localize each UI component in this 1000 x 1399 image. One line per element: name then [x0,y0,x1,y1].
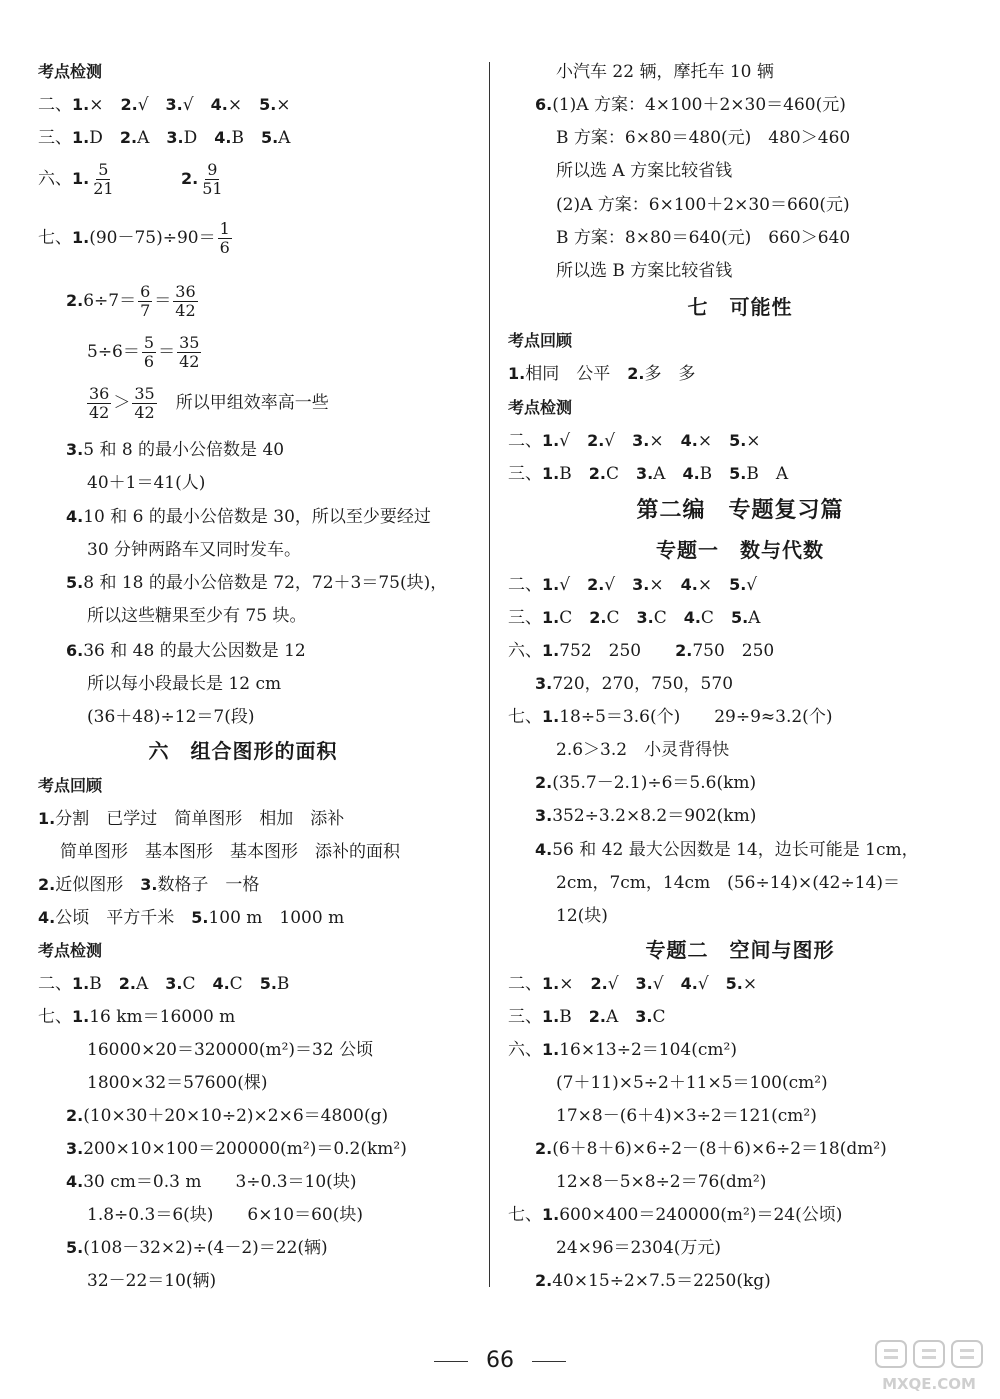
svg-text:MXQE.COM: MXQE.COM [882,1375,976,1393]
answer-row: 4.56 和 42 最大公因数是 14，边长可能是 1cm， [535,840,919,860]
answer-row: 三、1.B 2.C 3.A 4.B 5.B A [508,464,789,484]
fraction: $\frac{5}{6}$ [143,333,155,371]
section-title: 专题一 数与代数 [656,538,824,562]
fraction: $\frac{36}{42}$ [89,384,110,422]
answer-row: 六、1.16×13÷2＝104(cm²) [508,1040,737,1060]
section-title: 专题二 空间与图形 [645,938,835,962]
answer-row: 七、1.18÷5＝3.6(个) 29÷9≈3.2(个) [508,707,833,727]
fraction: $\frac{36}{42}$ [175,282,196,320]
answer-row: 1.分割 已学过 简单图形 相加 添补 [38,809,345,829]
answer-row: 二、1.B 2.A 3.C 4.C 5.B [38,974,290,994]
watermark-logo [870,1337,988,1395]
answer-row: 2.6÷7＝ $\frac{6}{7}$ ＝ $\frac{36}{42}$ [66,282,196,320]
answer-row: 七、1.16 km＝16000 m [38,1007,236,1027]
answer-row: 2.(35.7－2.1)÷6＝5.6(km) [535,773,757,793]
answer-row: B 方案：6×80＝480(元) 480＞460 [556,128,851,148]
answer-row: 2.40×15÷2×7.5＝2250(kg) [535,1271,771,1291]
answer-row: 二、1.× 2.√ 3.√ 4.√ 5.× [508,974,758,994]
section-title: 六 组合图形的面积 [148,739,338,763]
answer-row: 12×8－5×8÷2＝76(dm²) [556,1172,767,1192]
section-heading-check: 考点检测 [508,398,573,417]
answer-row: B 方案：8×80＝640(元) 660＞640 [556,228,851,248]
answer-row: 2.(10×30＋20×10÷2)×2×6＝4800(g) [66,1106,389,1126]
dash-decoration [532,1361,566,1362]
answer-row: 1800×32＝57600(棵) [87,1073,268,1093]
answer-row: 4.30 cm＝0.3 m 3÷0.3＝10(块) [66,1172,357,1192]
answer-row: 三、1.D 2.A 3.D 4.B 5.A [38,128,291,148]
dash-decoration [434,1361,468,1362]
answer-row: 简单图形 基本图形 基本图形 添补的面积 [60,842,400,862]
answer-row: (2)A 方案：6×100＋2×30＝660(元) [556,195,850,215]
section-heading-review: 考点回顾 [508,331,573,350]
answer-row: 5.(108－32×2)÷(4－2)＝22(辆) [66,1238,328,1258]
fraction: $\frac{1}{6}$ [219,219,230,257]
answer-row: 三、1.B 2.A 3.C [508,1007,666,1027]
answer-row: 2.(6＋8＋6)×6÷2－(8＋6)×6÷2＝18(dm²) [535,1139,887,1159]
answer-row: 30 分钟两路车又同时发车。 [87,540,302,560]
section-title: 七 可能性 [687,295,793,319]
answer-row: 24×96＝2304(万元) [556,1238,722,1258]
answer-row: 七、1.(90－75)÷90＝ $\frac{1}{6}$ [38,219,230,257]
fraction: $\frac{6}{7}$ [140,282,151,320]
answer-row: 16000×20＝320000(m²)＝32 公顷 [87,1040,374,1060]
answer-row: 2.近似图形 3.数格子 一格 [38,875,260,895]
answer-row: 三、1.C 2.C 3.C 4.C 5.A [508,608,761,628]
answer-row: 17×8－(6＋4)×3÷2＝121(cm²) [556,1106,817,1126]
answer-row: 4.10 和 6 的最小公倍数是 30，所以至少要经过 [66,507,431,527]
answer-row: 所以这些糖果至少有 75 块。 [87,606,307,626]
answer-row: 六、1. $\frac{5}{21}$ 2. $\frac{9}{51}$ [38,160,223,198]
answer-row: (7＋11)×5÷2＋11×5＝100(cm²) [556,1073,828,1093]
answer-row: 七、1.600×400＝240000(m²)＝24(公顷) [508,1205,843,1225]
column-divider [489,62,490,1287]
answer-row: 1.相同 公平 2.多 多 [508,364,696,384]
answer-row: 二、1.√ 2.√ 3.× 4.× 5.× [508,431,761,451]
page-number-text: 66 [486,1348,514,1373]
answer-row: 3.5 和 8 的最小公倍数是 40 [66,440,285,460]
answer-row: 2cm，7cm，14cm (56÷14)×(42÷14)＝ [556,873,900,893]
answer-row: 二、1.√ 2.√ 3.× 4.× 5.√ [508,575,758,595]
fraction: $\frac{35}{42}$ [179,333,200,371]
answer-row: 6.(1)A 方案：4×100＋2×30＝460(元) [535,95,846,115]
answer-row: 小汽车 22 辆，摩托车 10 辆 [556,62,774,82]
answer-row: 4.公顷 平方千米 5.100 m 1000 m [38,908,345,928]
answer-row: 1.8÷0.3＝6(块) 6×10＝60(块) [87,1205,363,1225]
answer-row: 12(块) [556,906,608,926]
answer-row: 3.352÷3.2×8.2＝902(km) [535,806,757,826]
answer-row: 3.720，270，750，570 [535,674,734,694]
section-heading-review: 考点回顾 [38,776,103,795]
answer-row: 所以每小段最长是 12 cm [87,674,282,694]
answer-row: 6.36 和 48 的最大公因数是 12 [66,641,306,661]
answer-row: $\frac{36}{42}$ ＞ $\frac{35}{42}$ 所以甲组效率高一些 [89,384,329,422]
part-title: 第二编 专题复习篇 [636,498,844,523]
answer-row: 六、1.752 250 2.750 250 [508,641,775,661]
fraction: $\frac{9}{51}$ [202,160,223,198]
answer-row: 32－22＝10(辆) [87,1271,217,1291]
section-heading-check: 考点检测 [38,62,103,81]
answer-row: 二、1.× 2.√ 3.√ 4.× 5.× [38,95,291,115]
page-number [0,1348,1000,1373]
fraction: $\frac{5}{21}$ [93,160,114,198]
answer-row: 5÷6＝ $\frac{5}{6}$ ＝ $\frac{35}{42}$ [87,333,200,371]
answer-row: 5.8 和 18 的最小公倍数是 72，72＋3＝75(块)， [66,573,448,593]
answer-row: 3.200×10×100＝200000(m²)＝0.2(km²) [66,1139,407,1159]
fraction: $\frac{35}{42}$ [134,384,155,422]
answer-row: 2.6＞3.2 小灵背得快 [556,740,730,760]
answer-row: 所以选 B 方案比较省钱 [556,261,733,281]
answer-row: 所以选 A 方案比较省钱 [556,161,733,181]
section-heading-check: 考点检测 [38,941,103,960]
answer-row: (36＋48)÷12＝7(段) [87,707,255,727]
answer-row: 40＋1＝41(人) [87,473,206,493]
